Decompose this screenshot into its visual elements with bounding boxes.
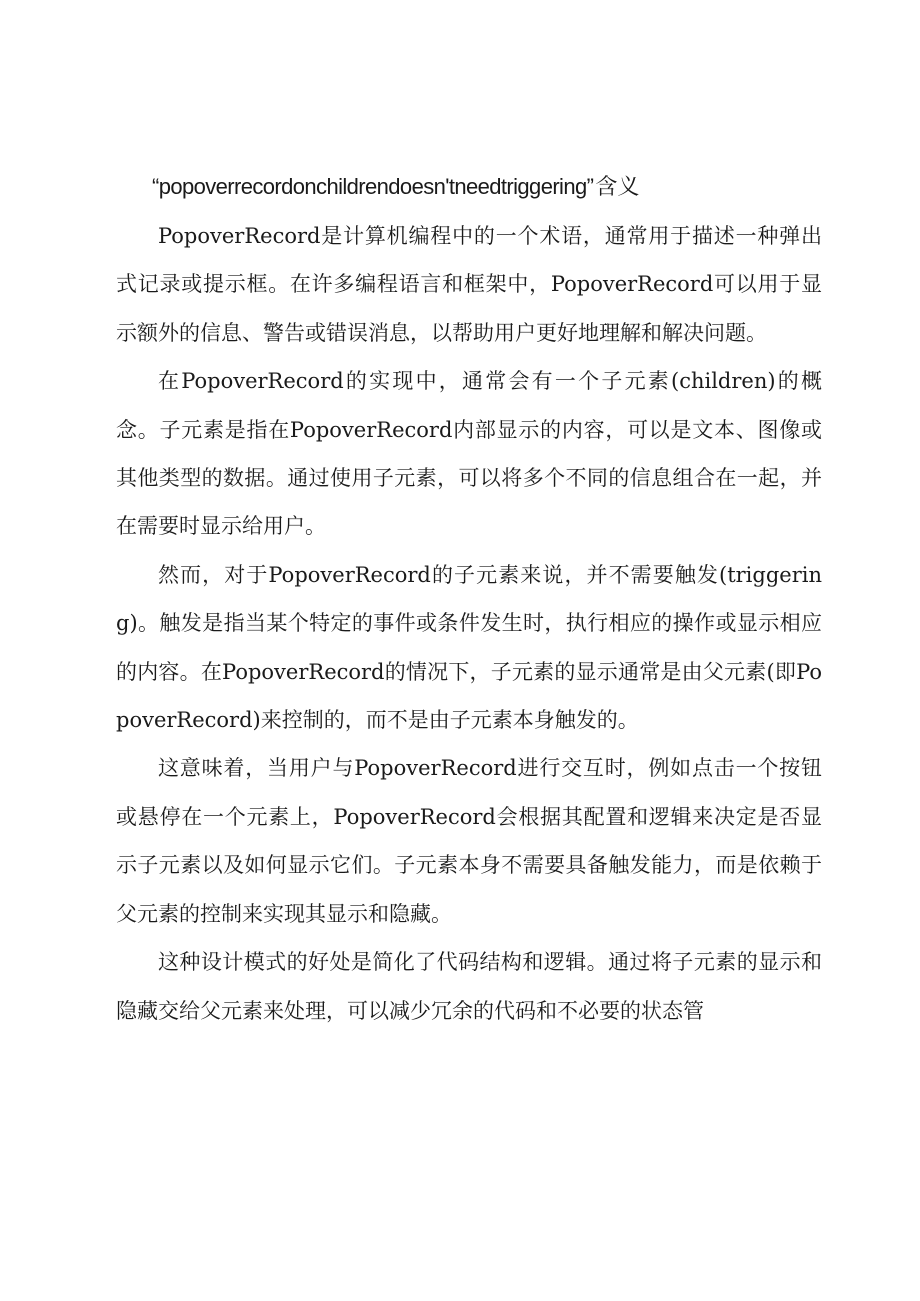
paragraph-1: PopoverRecord是计算机编程中的一个术语，通常用于描述一种弹出式记录或提示框。在许多编程语言和框架中，PopoverRecord可以用于显示额外的信息、警告或错误消息，以帮助用户更好地理解和解决问题。 xyxy=(116,224,822,345)
title-english-phrase: “popoverrecordonchildrendoesn'tneedtriggering” xyxy=(152,174,594,199)
title-chinese-suffix: 含义 xyxy=(595,175,640,200)
document-title xyxy=(152,170,852,205)
paragraph-4: 这意味着，当用户与PopoverRecord进行交互时，例如点击一个按钮或悬停在一个元素上，PopoverRecord会根据其配置和逻辑来决定是否显示子元素以及如何显示它们。子元素本身不需要具备触发能力，而是依赖于父元素的控制来实现其显示和隐藏。 xyxy=(116,756,822,926)
paragraph-5: 这种设计模式的好处是简化了代码结构和逻辑。通过将子元素的显示和隐藏交给父元素来处理，可以减少冗余的代码和不必要的状态管 xyxy=(116,950,822,1023)
paragraph-2: 在PopoverRecord的实现中，通常会有一个子元素(children)的概念。子元素是指在PopoverRecord内部显示的内容，可以是文本、图像或其他类型的数据。通过使用子元素，可以将多个不同的信息组合在一起，并在需要时显示给用户。 xyxy=(116,369,822,539)
paragraph-3: 然而，对于PopoverRecord的子元素来说，并不需要触发(triggering)。触发是指当某个特定的事件或条件发生时，执行相应的操作或显示相应的内容。在PopoverRecord的情况下，子元素的显示通常是由父元素(即PopoverRecord)来控制的，而不是由子元素本身触发的。 xyxy=(116,562,822,733)
document-body xyxy=(116,212,822,1035)
